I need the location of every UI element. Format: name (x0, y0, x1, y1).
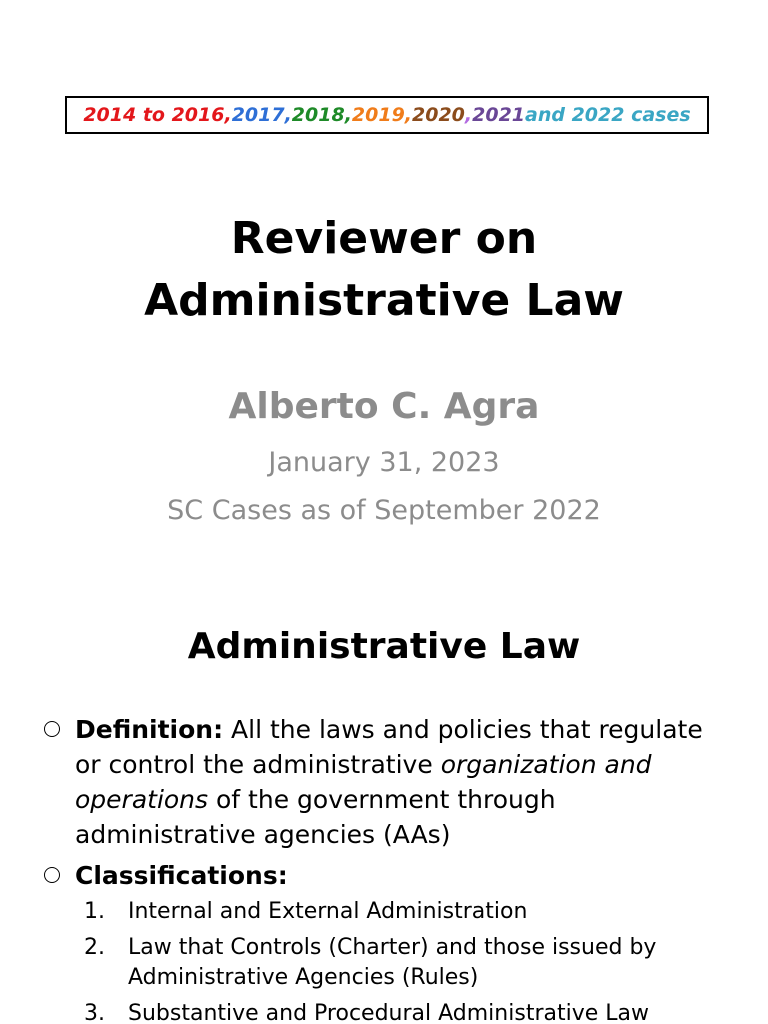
bullet-list (0, 712, 768, 1024)
year-segment-2021: 2021 (472, 104, 526, 126)
list-item-text: Internal and External Administration (128, 899, 528, 924)
list-item (84, 999, 708, 1024)
year-separator: , (224, 104, 232, 126)
year-segment-2022-cases: and 2022 cases (525, 104, 691, 126)
hollow-circle-bullet-icon (44, 867, 60, 883)
list-item-number: 1. (84, 899, 105, 924)
sc-cases-note: SC Cases as of September 2022 (167, 495, 601, 526)
year-segment-2014-2016: 2014 to 2016 (83, 104, 225, 126)
definition-text-italic: organization and operations (75, 750, 652, 814)
definition-label: Definition: (75, 715, 224, 744)
section-heading: Administrative Law (187, 626, 581, 667)
year-separator: , (404, 104, 413, 126)
year-segment-2019: 2019 (351, 104, 405, 126)
list-item (84, 933, 708, 993)
list-item-number: 2. (84, 935, 105, 960)
definition-text-before: All the laws and policies that regulate or control the administrative (75, 715, 703, 779)
title-line-1: Reviewer on (230, 213, 538, 264)
author-name: Alberto C. Agra (228, 386, 540, 427)
title-line-2: Administrative Law (144, 275, 624, 326)
classifications-list (0, 897, 768, 1024)
classifications-bullet (0, 858, 768, 893)
list-item-text: Law that Controls (Charter) and those issued by Administrative Agencies (Rules) (128, 935, 657, 990)
year-segment-2020: 2020 (412, 104, 465, 126)
year-separator: , (464, 104, 473, 126)
year-banner (65, 96, 709, 134)
year-segment-2018: 2018 (291, 104, 345, 126)
list-item-text: Substantive and Procedural Administrative Law (128, 1001, 649, 1024)
document-date: January 31, 2023 (268, 447, 500, 478)
page-title (0, 208, 768, 332)
year-separator: , (344, 104, 352, 126)
definition-text-after: of the government through administrative agencies (AAs) (75, 785, 556, 849)
year-segment-2017: 2017 (231, 104, 285, 126)
classifications-label: Classifications: (75, 861, 288, 890)
year-separator: , (284, 104, 292, 126)
definition-bullet (0, 712, 768, 852)
hollow-circle-bullet-icon (44, 721, 60, 737)
list-item (84, 897, 708, 927)
list-item-number: 3. (84, 1001, 105, 1024)
